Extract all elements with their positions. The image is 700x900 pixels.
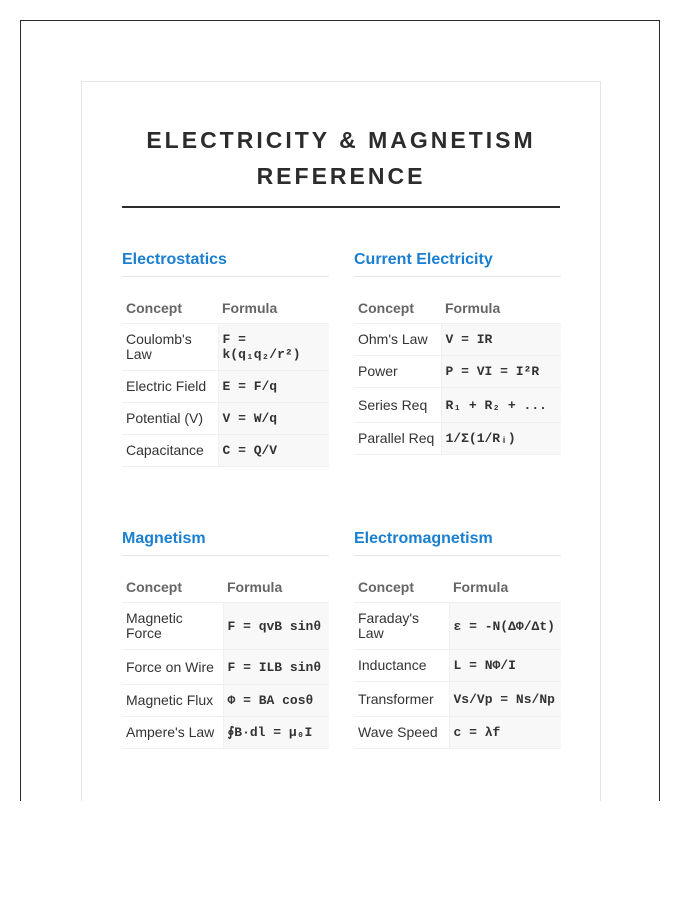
formula-table (122, 572, 329, 749)
page-title: ELECTRICITY & MAGNETISM REFERENCE (146, 127, 536, 189)
table-row (122, 403, 329, 435)
formula-cell: F = k(q₁q₂/r²) (218, 324, 329, 371)
column-header-concept: Concept (354, 572, 449, 603)
table-row (354, 388, 561, 423)
formula-cell: C = Q/V (218, 435, 329, 467)
formula-table (122, 293, 329, 467)
formula-cell: c = λf (449, 717, 561, 749)
table-row (354, 324, 561, 356)
concept-cell: Series Req (354, 388, 441, 423)
column-header-concept: Concept (122, 293, 218, 324)
table-row (354, 423, 561, 455)
concept-cell: Inductance (354, 650, 449, 682)
concept-cell: Transformer (354, 682, 449, 717)
section-divider (122, 276, 329, 277)
section-title: Magnetism (122, 530, 206, 547)
formula-table (354, 293, 561, 455)
formula-cell: P = VI = I²R (441, 356, 561, 388)
concept-cell: Wave Speed (354, 717, 449, 749)
table-row (122, 685, 329, 717)
section-title: Electromagnetism (354, 530, 493, 547)
section-current-electricity (354, 249, 561, 455)
concept-cell: Ampere's Law (122, 717, 223, 749)
formula-cell: L = NΦ/I (449, 650, 561, 682)
section-electrostatics (122, 249, 329, 467)
section-divider (354, 555, 561, 556)
table-row (354, 682, 561, 717)
table-row (354, 650, 561, 682)
formula-cell: E = F/q (218, 371, 329, 403)
table-row (122, 435, 329, 467)
concept-cell: Magnetic Force (122, 603, 223, 650)
concept-cell: Potential (V) (122, 403, 218, 435)
concept-cell: Faraday's Law (354, 603, 449, 650)
column-header-concept: Concept (122, 572, 223, 603)
formula-cell: F = ILB sinθ (223, 650, 329, 685)
formula-cell: Vs/Vp = Ns/Np (449, 682, 561, 717)
table-row (354, 717, 561, 749)
formula-table (354, 572, 561, 749)
formula-cell: F = qvB sinθ (223, 603, 329, 650)
concept-cell: Power (354, 356, 441, 388)
concept-cell: Capacitance (122, 435, 218, 467)
column-header-concept: Concept (354, 293, 441, 324)
section-divider (354, 276, 561, 277)
table-row (354, 356, 561, 388)
column-header-formula: Formula (449, 572, 561, 603)
table-row (122, 324, 329, 371)
concept-cell: Force on Wire (122, 650, 223, 685)
concept-cell: Parallel Req (354, 423, 441, 455)
concept-cell: Coulomb's Law (122, 324, 218, 371)
table-row (122, 371, 329, 403)
column-header-formula: Formula (218, 293, 329, 324)
table-row (354, 603, 561, 650)
column-header-formula: Formula (223, 572, 329, 603)
concept-cell: Ohm's Law (354, 324, 441, 356)
table-row (122, 650, 329, 685)
column-header-formula: Formula (441, 293, 561, 324)
formula-cell: Φ = BA cosθ (223, 685, 329, 717)
formula-cell: V = IR (441, 324, 561, 356)
formula-cell: ε = -N(ΔΦ/Δt) (449, 603, 561, 650)
section-title: Current Electricity (354, 251, 493, 268)
formula-cell: V = W/q (218, 403, 329, 435)
formula-cell: 1/Σ(1/Rᵢ) (441, 423, 561, 455)
formula-cell: ∮B·dl = μ₀I (223, 717, 329, 749)
formula-cell: R₁ + R₂ + ... (441, 388, 561, 423)
concept-cell: Electric Field (122, 371, 218, 403)
table-row (122, 717, 329, 749)
section-title: Electrostatics (122, 251, 227, 268)
title-divider (122, 206, 560, 208)
concept-cell: Magnetic Flux (122, 685, 223, 717)
section-electromagnetism (354, 528, 561, 749)
table-row (122, 603, 329, 650)
section-magnetism (122, 528, 329, 749)
section-divider (122, 555, 329, 556)
page-header (122, 122, 560, 208)
